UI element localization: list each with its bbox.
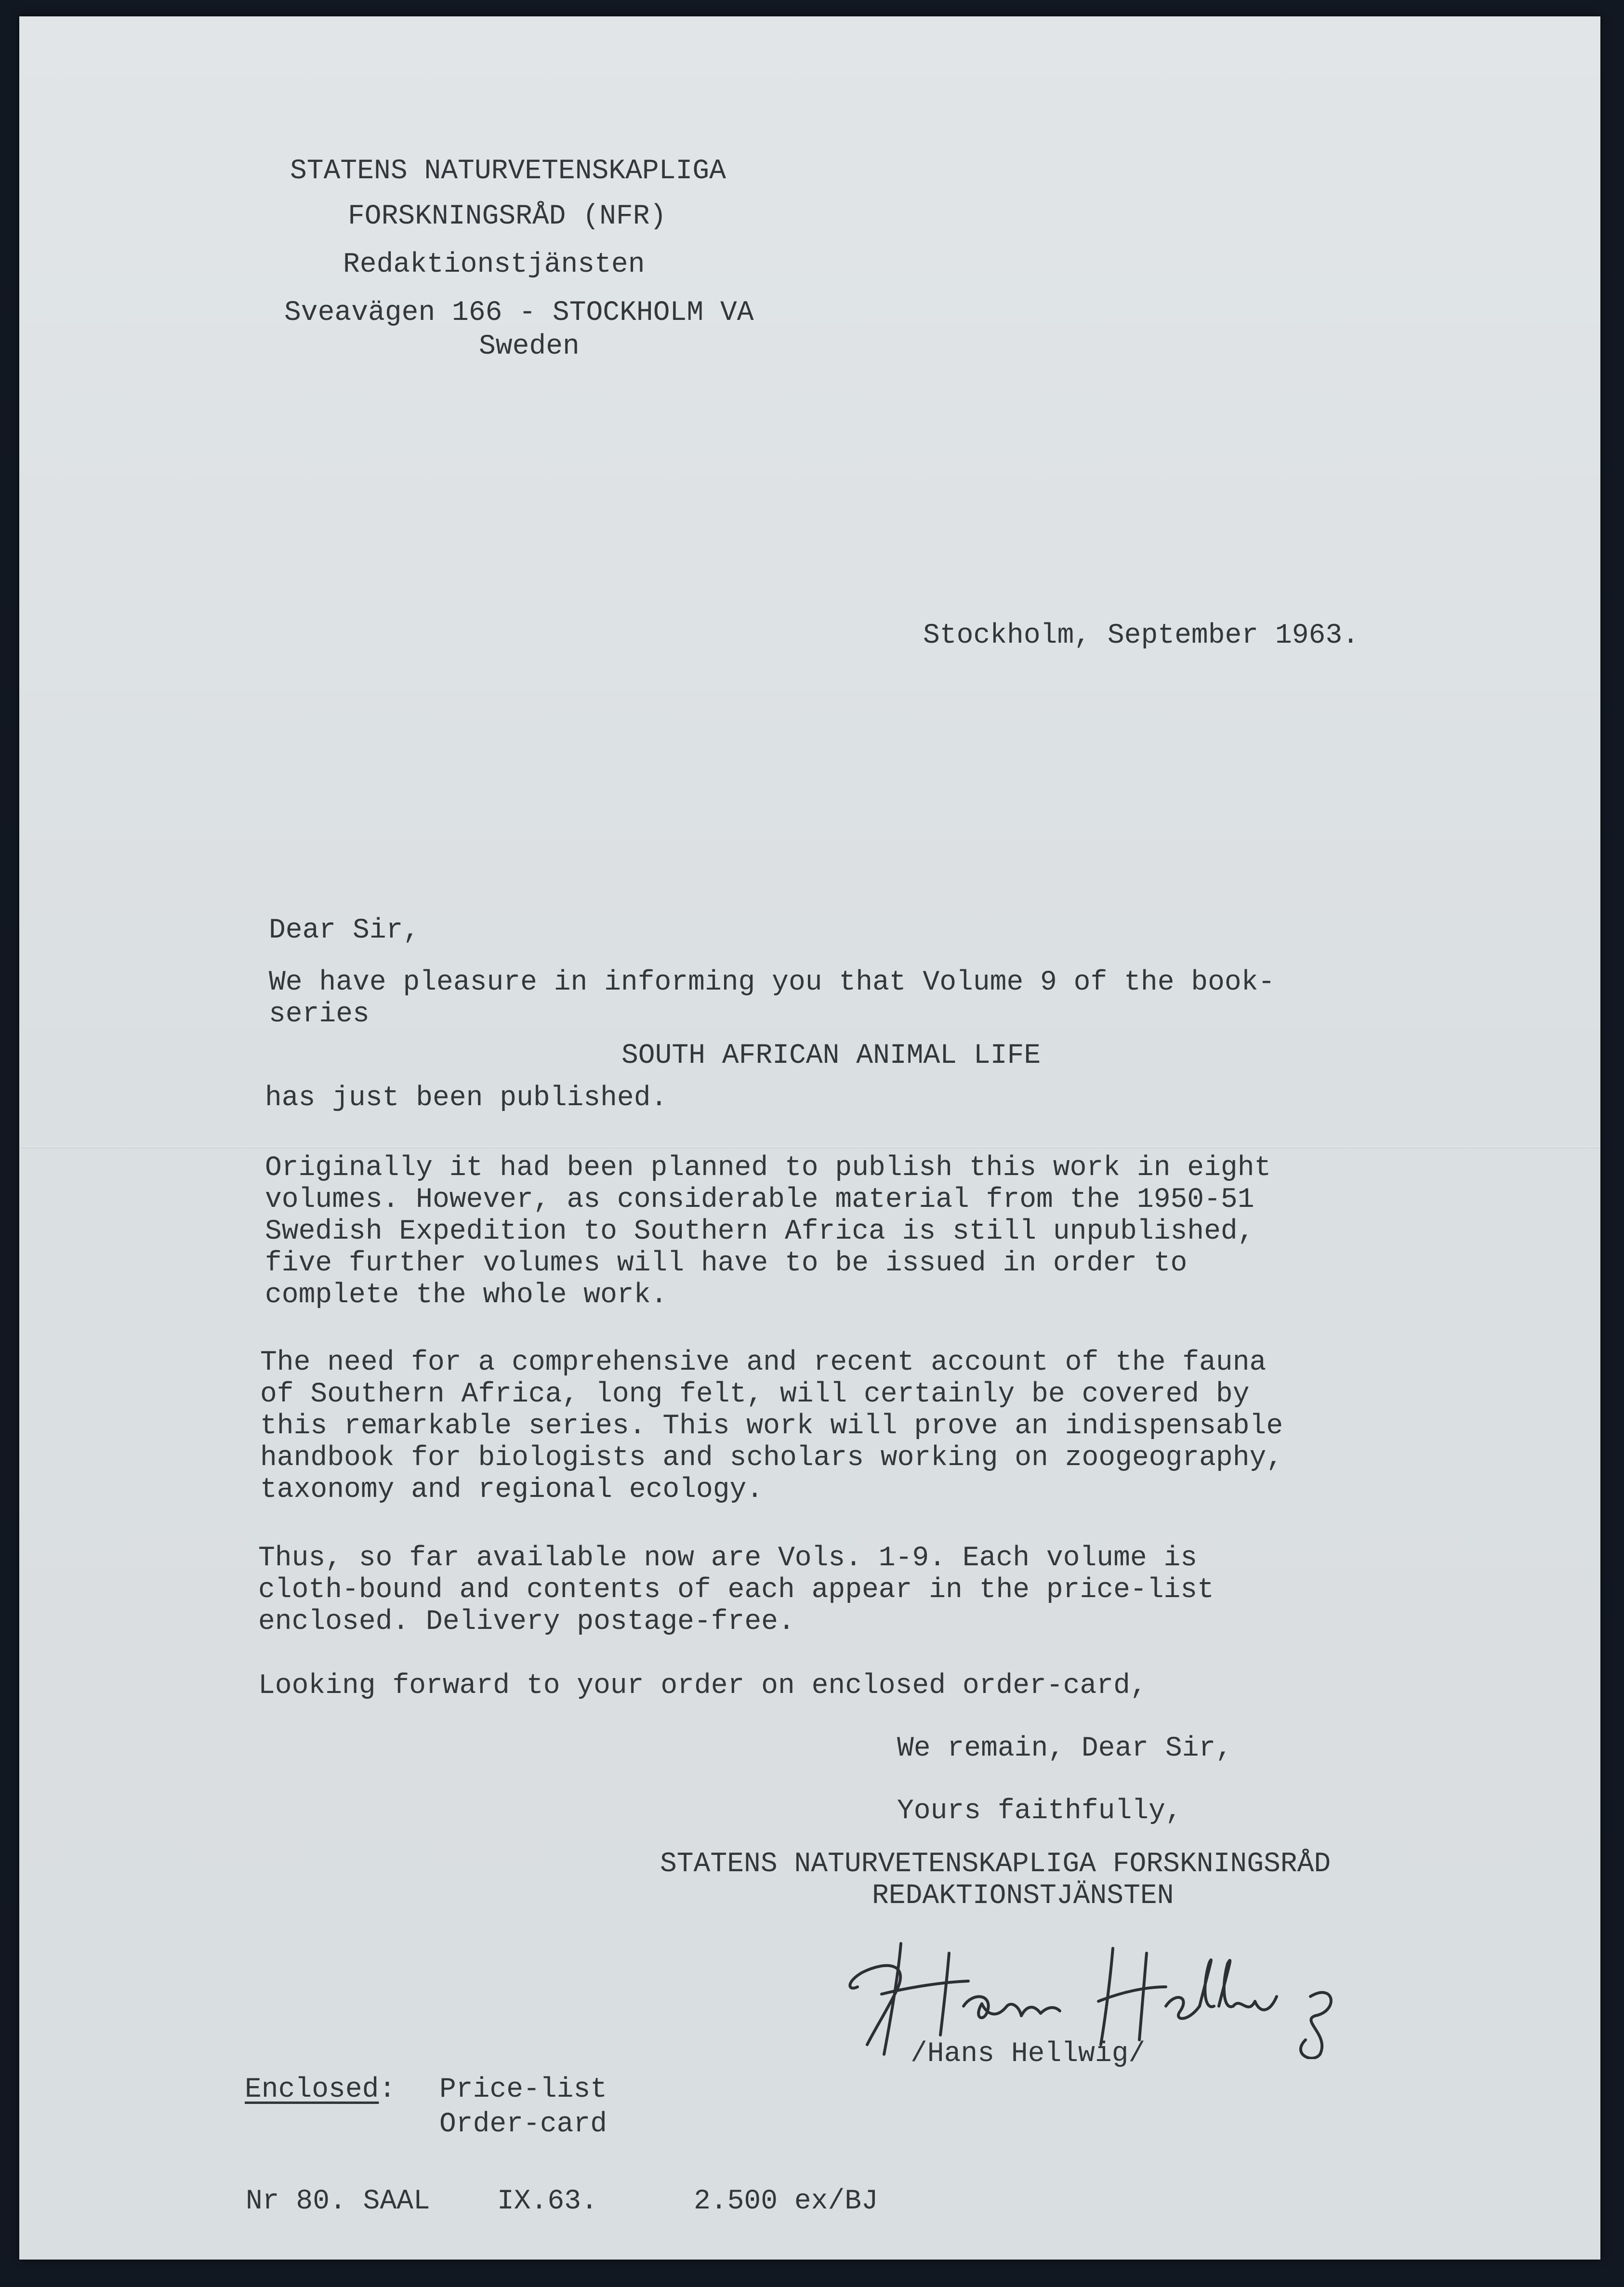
letterhead-line-3: Redaktionstjänsten bbox=[343, 249, 645, 280]
paragraph-2 bbox=[260, 1347, 1283, 1506]
paragraph-1-line: complete the whole work. bbox=[265, 1280, 668, 1311]
intro-line-2: series bbox=[269, 999, 370, 1030]
intro-line-3: has just been published. bbox=[265, 1083, 668, 1114]
enclosures-label: Enclosed bbox=[245, 2074, 379, 2105]
enclosures-colon: : bbox=[379, 2074, 396, 2105]
paragraph-1-line: Swedish Expedition to Southern Africa is still unpublished, bbox=[265, 1216, 1254, 1247]
paragraph-1-line: Originally it had been planned to publish this work in eight bbox=[265, 1152, 1271, 1184]
book-series-title: SOUTH AFRICAN ANIMAL LIFE bbox=[621, 1040, 1041, 1071]
footer-date-code: IX.63. bbox=[497, 2186, 598, 2217]
signatory-name: /Hans Hellwig/ bbox=[911, 2038, 1146, 2070]
paragraph-1-line: five further volumes will have to be issued in order to bbox=[265, 1248, 1188, 1279]
paragraph-2-line: this remarkable series. This work will prove an indispensable bbox=[260, 1411, 1283, 1442]
footer-reference: Nr 80. SAAL bbox=[246, 2186, 430, 2217]
closing-line-2: Yours faithfully, bbox=[897, 1796, 1182, 1827]
paragraph-3 bbox=[258, 1543, 1214, 1638]
paragraph-1 bbox=[265, 1152, 1271, 1311]
letter-page bbox=[19, 16, 1600, 2260]
enclosures-label-line bbox=[245, 2073, 396, 2107]
closing-line-1: We remain, Dear Sir, bbox=[897, 1733, 1233, 1764]
closing-org-1: STATENS NATURVETENSKAPLIGA FORSKNINGSRÅD bbox=[660, 1849, 1331, 1880]
enclosure-item-1: Price-list bbox=[439, 2074, 607, 2105]
paragraph-2-line: taxonomy and regional ecology. bbox=[260, 1474, 764, 1506]
intro-line-1: We have pleasure in informing you that Volume 9 of the book- bbox=[269, 967, 1275, 998]
letterhead-line-2: FORSKNINGSRÅD (NFR) bbox=[348, 201, 667, 232]
paragraph-4: Looking forward to your order on enclosed order-card, bbox=[258, 1670, 1147, 1702]
letterhead-line-4: Sveavägen 166 - STOCKHOLM VA bbox=[284, 297, 754, 329]
paragraph-3-line: enclosed. Delivery postage-free. bbox=[258, 1606, 795, 1638]
salutation: Dear Sir, bbox=[269, 915, 420, 946]
paragraph-3-line: Thus, so far available now are Vols. 1-9. Each volume is bbox=[258, 1543, 1198, 1574]
paragraph-2-line: of Southern Africa, long felt, will certainly be covered by bbox=[260, 1379, 1250, 1410]
paragraph-2-line: handbook for biologists and scholars working on zoogeography, bbox=[260, 1442, 1283, 1474]
footer-print-run: 2.500 ex/BJ bbox=[694, 2186, 878, 2217]
fold-crease bbox=[19, 1146, 1600, 1148]
letterhead-line-1: STATENS NATURVETENSKAPLIGA bbox=[290, 156, 726, 187]
paragraph-3-line: cloth-bound and contents of each appear in the price-list bbox=[258, 1574, 1214, 1606]
enclosure-item-2: Order-card bbox=[439, 2109, 607, 2140]
letter-date: Stockholm, September 1963. bbox=[923, 620, 1359, 651]
letterhead-line-5: Sweden bbox=[479, 331, 580, 362]
paragraph-1-line: volumes. However, as considerable material from the 1950-51 bbox=[265, 1184, 1254, 1216]
paragraph-2-line: The need for a comprehensive and recent account of the fauna bbox=[260, 1347, 1267, 1378]
closing-org-2: REDAKTIONSTJÄNSTEN bbox=[872, 1880, 1174, 1912]
